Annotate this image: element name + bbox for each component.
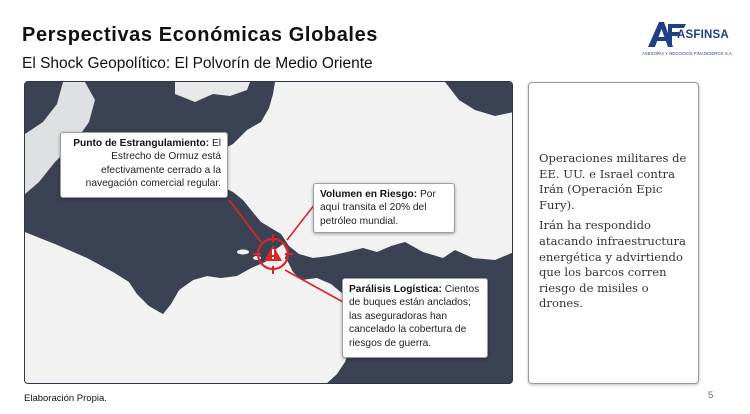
logo-wordmark: ASFINSA <box>677 29 729 41</box>
callout-strait-hormuz <box>60 132 228 198</box>
callout-volume-text: Por aquí transita el 20% del petróleo mundial. <box>320 189 436 227</box>
callout-volume-risk <box>313 183 455 233</box>
panel-paragraph-response: Irán ha respondido atacando infraestructura energética y advirtiendo que los barcos corren riesgo de misiles o drones. <box>539 218 686 311</box>
page-number: 5 <box>708 390 714 401</box>
callout-logistics-text: Cientos de buques están anclados; las aseguradoras han cancelado la cobertura de riesgos de guerra. <box>349 284 480 349</box>
callout-strait-heading: Punto de Estrangulamiento: <box>73 138 210 149</box>
panel-paragraph-operations: Operaciones militares de EE. UU. e Israel contra Irán (Operación Epic Fury). <box>539 151 687 212</box>
page-subtitle: El Shock Geopolítico: El Polvorín de Medio Oriente <box>22 55 373 72</box>
source-note: Elaboración Propia. <box>24 393 107 404</box>
callout-logistics <box>342 278 488 358</box>
company-logo <box>640 20 740 64</box>
page-title: Perspectivas Económicas Globales <box>22 24 379 46</box>
callout-volume-heading: Volumen en Riesgo: <box>320 189 418 200</box>
callout-logistics-heading: Parálisis Logística: <box>349 284 442 295</box>
callout-strait-text: El Estrecho de Ormuz está efectivamente cerrado a la navegación comercial regular. <box>85 138 221 190</box>
context-text-panel <box>528 82 699 384</box>
logo-tagline: ASESORÍA Y NEGOCIOS FINANCIEROS S.A. <box>642 51 734 56</box>
